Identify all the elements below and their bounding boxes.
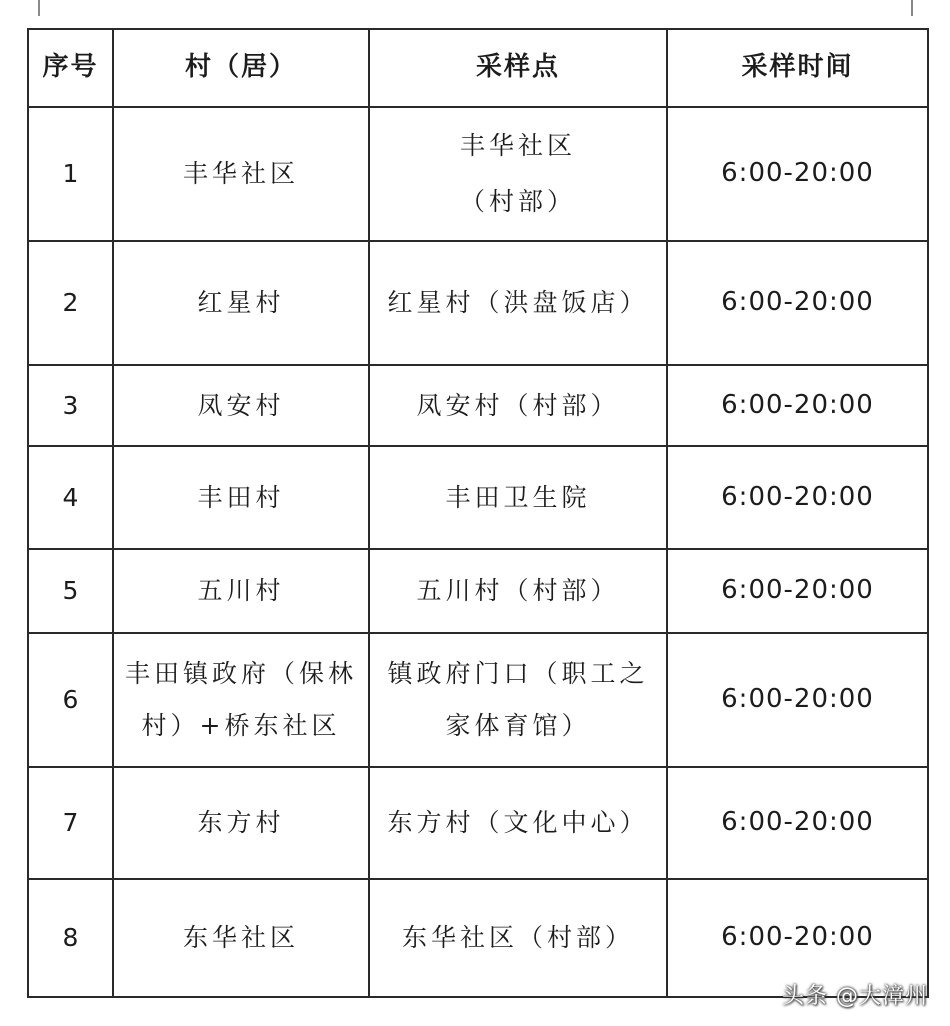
row-site xyxy=(369,879,667,997)
row-time: 6:00-20:00 xyxy=(667,446,928,549)
table-row xyxy=(28,633,928,767)
sampling-schedule-table xyxy=(27,28,929,998)
row-village xyxy=(113,241,369,365)
site-line: 凤安村（村部） xyxy=(416,390,620,420)
site-line: 东华社区（村部） xyxy=(401,923,634,952)
row-time: 6:00-20:00 xyxy=(667,241,928,365)
row-index: 6 xyxy=(28,633,113,767)
row-index: 5 xyxy=(28,549,113,633)
site-line: 丰华社区 xyxy=(459,131,576,160)
table-row xyxy=(28,549,928,633)
row-index: 1 xyxy=(28,107,113,241)
row-village xyxy=(113,107,369,241)
row-time: 6:00-20:00 xyxy=(667,365,928,446)
row-village xyxy=(113,879,369,997)
site-line: 东方村（文化中心） xyxy=(387,808,649,837)
row-index: 2 xyxy=(28,241,113,365)
village-line: 丰田镇政府（保林 xyxy=(124,659,357,688)
row-site xyxy=(369,365,667,446)
row-time: 6:00-20:00 xyxy=(667,633,928,767)
table-row xyxy=(28,767,928,879)
site-line: 镇政府门口（职工之 xyxy=(387,659,649,688)
header-village: 村（居） xyxy=(113,29,369,107)
site-line: 家体育馆） xyxy=(445,711,591,740)
row-site xyxy=(369,241,667,365)
page-edge-mark-right xyxy=(911,0,913,16)
village-line: 凤安村 xyxy=(197,390,285,420)
village-line: 丰田村 xyxy=(197,482,285,512)
row-village xyxy=(113,549,369,633)
watermark-text: 头条 @大漳州 xyxy=(782,984,928,1009)
page-edge-mark-left xyxy=(38,0,40,16)
row-index: 3 xyxy=(28,365,113,446)
table-row xyxy=(28,365,928,446)
row-site xyxy=(369,767,667,879)
table-row xyxy=(28,446,928,549)
village-line: 丰华社区 xyxy=(182,159,299,188)
row-site xyxy=(369,549,667,633)
row-village xyxy=(113,767,369,879)
row-village xyxy=(113,446,369,549)
table-row xyxy=(28,241,928,365)
header-row xyxy=(28,29,928,107)
village-line: 红星村 xyxy=(197,288,285,317)
row-index: 7 xyxy=(28,767,113,879)
row-time: 6:00-20:00 xyxy=(667,879,928,997)
site-line: 五川村（村部） xyxy=(416,576,620,605)
row-site xyxy=(369,446,667,549)
row-site xyxy=(369,633,667,767)
row-time: 6:00-20:00 xyxy=(667,549,928,633)
site-line: 红星村（洪盘饭店） xyxy=(387,288,649,317)
header-time: 采样时间 xyxy=(667,29,928,107)
row-time: 6:00-20:00 xyxy=(667,767,928,879)
row-village xyxy=(113,633,369,767)
row-index: 8 xyxy=(28,879,113,997)
village-line: 村）+桥东社区 xyxy=(141,711,341,740)
row-index: 4 xyxy=(28,446,113,549)
village-line: 东华社区 xyxy=(182,923,299,952)
header-index: 序号 xyxy=(28,29,113,107)
village-line: 五川村 xyxy=(197,576,285,605)
row-time: 6:00-20:00 xyxy=(667,107,928,241)
site-line: 丰田卫生院 xyxy=(445,482,591,512)
header-site: 采样点 xyxy=(369,29,667,107)
table-row xyxy=(28,107,928,241)
row-village xyxy=(113,365,369,446)
site-line: （村部） xyxy=(459,187,576,216)
village-line: 东方村 xyxy=(197,808,285,837)
row-site xyxy=(369,107,667,241)
